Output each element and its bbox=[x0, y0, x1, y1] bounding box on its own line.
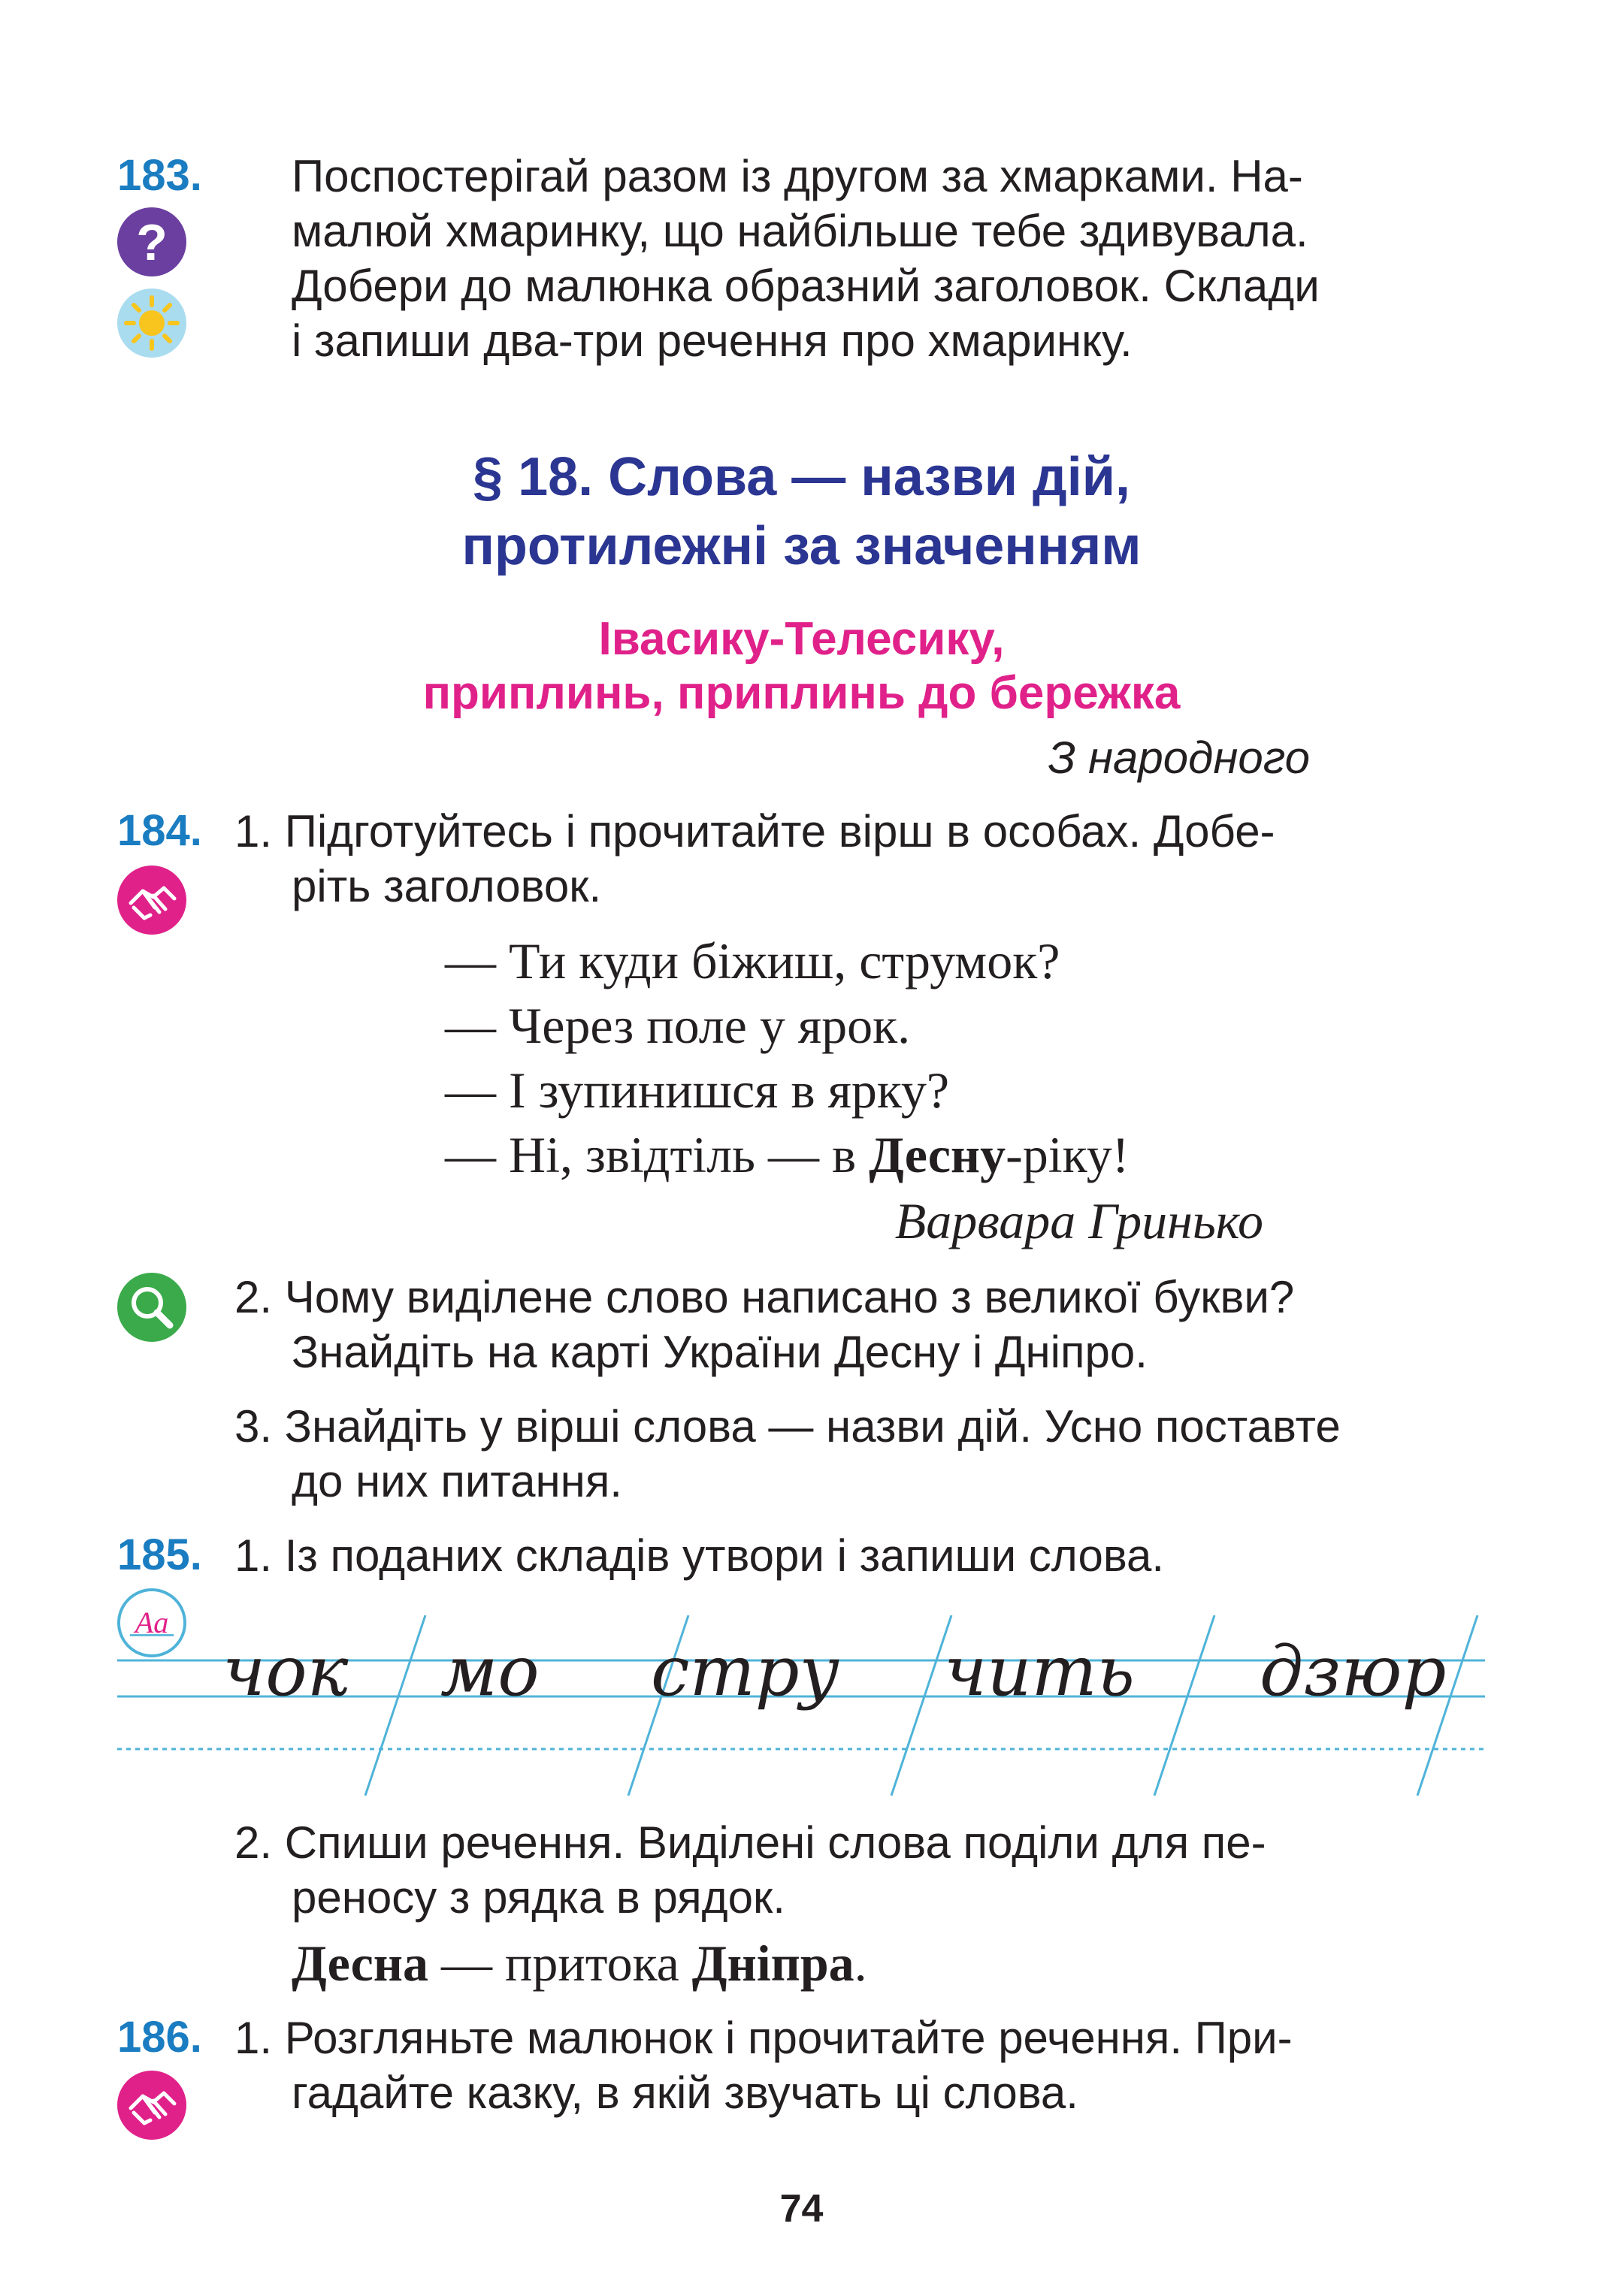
question-icon bbox=[117, 207, 186, 276]
syllable-2: мо bbox=[440, 1631, 540, 1711]
section-subtitle-line-2: приплинь, приплинь до бережка bbox=[422, 667, 1181, 719]
poem-highlighted-word: Десну bbox=[869, 1126, 1006, 1183]
sun-icon bbox=[117, 289, 186, 358]
sentence-word-dnipro: Дніпра bbox=[691, 1935, 854, 1992]
ex184-task2-line-2: Знайдіть на карті України Десну і Дніпро. bbox=[292, 1327, 1148, 1377]
sentence-word-desna: Десна bbox=[292, 1935, 428, 1992]
handshake-icon bbox=[117, 866, 186, 935]
slant-line bbox=[365, 1615, 425, 1796]
ex183-line-3: Добери до малюнка образний заголовок. Склади bbox=[292, 261, 1320, 311]
svg-text:?: ? bbox=[136, 214, 168, 271]
exercise-number-185: 185. bbox=[117, 1530, 202, 1579]
poem-line-4 bbox=[445, 1122, 1129, 1187]
poem-line-3: — І зупинишся в ярку? bbox=[445, 1062, 950, 1119]
ex183-line-4: і запиши два-три речення про хмаринку. bbox=[292, 316, 1133, 366]
page-number: 74 bbox=[779, 2187, 824, 2231]
section-title-line-2: протилежні за значенням bbox=[461, 516, 1142, 576]
exercise-number-186: 186. bbox=[117, 2013, 202, 2062]
ex183-line-2: малюй хмаринку, що найбільше тебе здивувала. bbox=[292, 206, 1308, 256]
syllable-1: чок bbox=[222, 1631, 349, 1711]
ex184-task2-line-1: 2. Чому виділене слово написано з великої букви? bbox=[234, 1272, 1295, 1322]
poem-line-1: — Ти куди біжиш, струмок? bbox=[445, 932, 1060, 989]
ex186-task1-line-2: гадайте казку, в якій звучать ці слова. bbox=[292, 2068, 1078, 2118]
slant-line bbox=[1154, 1615, 1214, 1796]
handwriting-lines bbox=[117, 1615, 1485, 1796]
sentence-end: . bbox=[854, 1935, 867, 1992]
ex184-task1-line-1: 1. Підготуйтесь і прочитайте вірш в особах. Добе- bbox=[234, 806, 1275, 856]
ex184-task3-line-1: 3. Знайдіть у вірші слова — назви дій. Усно поставте bbox=[234, 1401, 1341, 1452]
sentence-middle: — притока bbox=[428, 1935, 692, 1992]
poem-line-4-start: — Ні, звідтіль — в bbox=[445, 1126, 870, 1183]
handshake-icon bbox=[117, 2071, 186, 2140]
ex183-line-1: Поспостерігай разом із другом за хмарками. На- bbox=[292, 151, 1303, 201]
exercise-number-184: 184. bbox=[117, 806, 202, 855]
poem-line-4-end: -ріку! bbox=[1006, 1126, 1130, 1183]
syllable-4: чить bbox=[944, 1631, 1135, 1711]
section-subtitle-line-1: Івасику-Телесику, bbox=[598, 613, 1005, 665]
poem-author: Варвара Гринько bbox=[894, 1192, 1263, 1249]
ex185-task1: 1. Із поданих складів утвори і запиши слова. bbox=[234, 1530, 1165, 1581]
ex184-task3-line-2: до них питання. bbox=[292, 1456, 622, 1506]
section-title-line-1: § 18. Слова — назви дій, bbox=[473, 447, 1130, 507]
ex184-task1-line-2: ріть заголовок. bbox=[292, 861, 602, 911]
svg-text:Aa: Aa bbox=[135, 1605, 169, 1639]
section-source: З народного bbox=[1048, 733, 1310, 783]
ex185-task2-line-2: реносу з рядка в рядок. bbox=[292, 1872, 785, 1923]
slant-line bbox=[891, 1615, 951, 1796]
ex185-sentence bbox=[292, 1931, 867, 1995]
ex186-task1-line-1: 1. Розгляньте малюнок і прочитайте речення. При- bbox=[234, 2013, 1293, 2063]
exercise-number-183: 183. bbox=[117, 151, 202, 200]
syllable-3: стру bbox=[651, 1631, 840, 1711]
poem-line-2: — Через поле у ярок. bbox=[445, 997, 911, 1054]
ex185-task2-line-1: 2. Спиши речення. Виділені слова поділи для пе- bbox=[234, 1817, 1266, 1868]
magnifier-icon bbox=[117, 1273, 186, 1342]
syllable-5: дзюр bbox=[1260, 1631, 1447, 1711]
